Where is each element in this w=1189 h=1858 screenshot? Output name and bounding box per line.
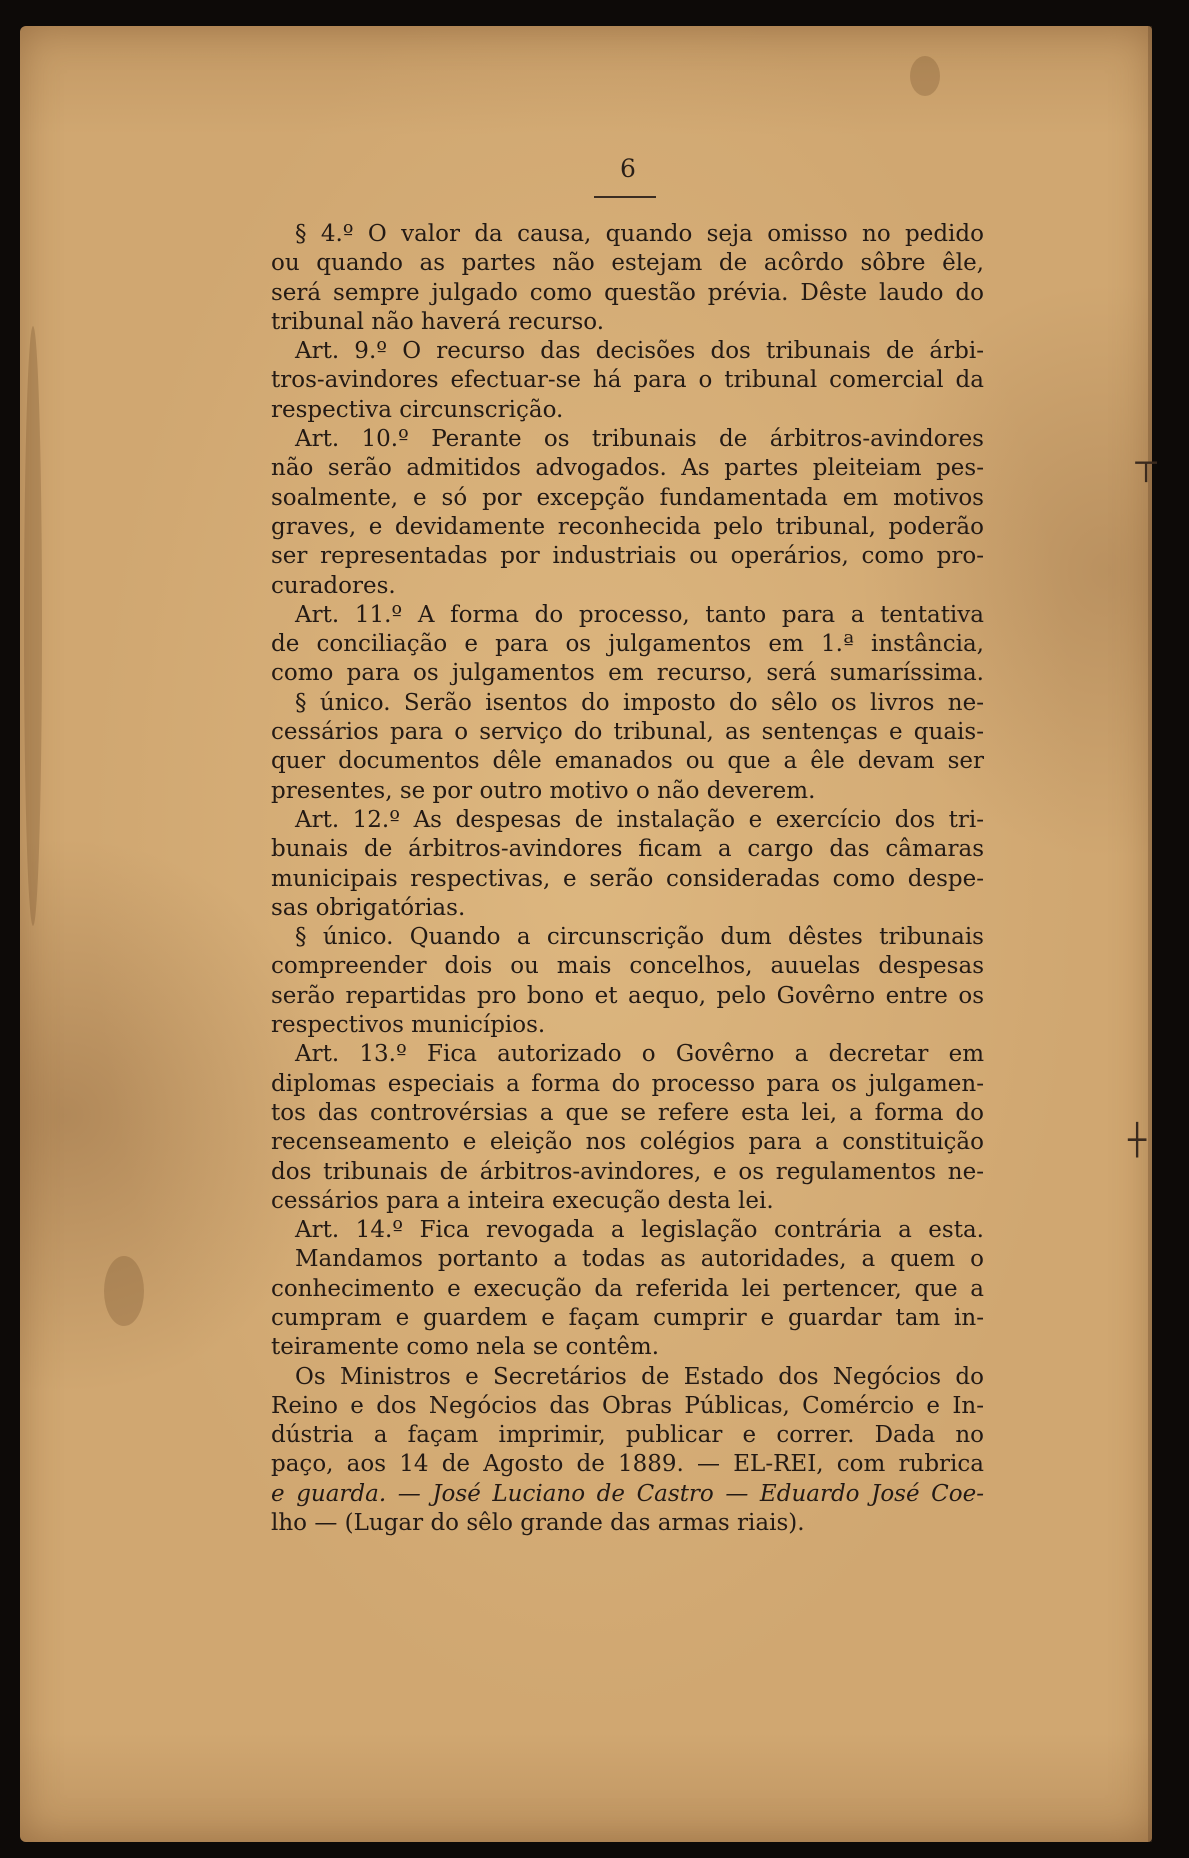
text-line: Art. 11.º A forma do processo, tanto para a tentativa (295, 601, 984, 628)
text-line: como para os julgamentos em recurso, será sumaríssima. (271, 660, 984, 687)
page-number: 6 (620, 154, 636, 183)
text-line: conhecimento e execução da referida lei pertencer, que a (271, 1275, 984, 1302)
stain-edge (24, 326, 42, 926)
margin-mark-lower: ┼ (1128, 1123, 1147, 1158)
text-line: sas obrigatórias. (271, 894, 466, 921)
text-line: presentes, se por outro motivo o não deverem. (271, 777, 816, 804)
page-number-rule (594, 196, 656, 198)
text-line: não serão admitidos advogados. As partes pleiteiam pes- (271, 455, 984, 482)
text-line: Art. 14.º Fica revogada a legislação contrária a esta. (295, 1217, 984, 1244)
text-line: Mandamos portanto a todas as autoridades, a quem o (295, 1246, 984, 1273)
text-line-signatures: e guarda. — José Luciano de Castro — Eduardo José Coe- (271, 1480, 984, 1507)
text-line: ser representadas por industriais ou operários, como pro- (271, 543, 984, 570)
text-line: lho — (Lugar do sêlo grande das armas riais). (271, 1510, 805, 1537)
text-line: respectiva circunscrição. (271, 396, 564, 423)
text-line: soalmente, e só por excepção fundamentada em motivos (271, 484, 984, 511)
text-line: cessários para a inteira execução desta lei. (271, 1187, 774, 1214)
text-line: compreender dois ou mais concelhos, auuelas despesas (271, 953, 984, 980)
text-line: quer documentos dêle emanados ou que a êle devam ser (271, 748, 984, 775)
text-line: Art. 9.º O recurso das decisões dos tribunais de árbi- (295, 338, 984, 365)
text-line: Art. 10.º Perante os tribunais de árbitros-avindores (295, 426, 984, 453)
text-line: recenseamento e eleição nos colégios para a constituição (271, 1129, 984, 1156)
text-line: de conciliação e para os julgamentos em 1.ª instância, (271, 631, 984, 658)
page-fold (1148, 26, 1152, 1842)
text-line: paço, aos 14 de Agosto de 1889. — EL-REI, com rubrica (271, 1451, 984, 1478)
text-line: dos tribunais de árbitros-avindores, e os regulamentos ne- (271, 1158, 984, 1185)
text-line: Os Ministros e Secretários de Estado dos Negócios do (295, 1363, 984, 1390)
text-line: § único. Serão isentos do imposto do sêlo os livros ne- (295, 689, 984, 716)
text-line: respectivos municípios. (271, 1012, 546, 1039)
text-line: dústria a façam imprimir, publicar e correr. Dada no (271, 1422, 984, 1449)
text-line: teiramente como nela se contêm. (271, 1334, 660, 1361)
body-text (271, 220, 984, 1538)
text-line: bunais de árbitros-avindores ficam a cargo das câmaras (271, 836, 984, 863)
text-line: tos das controvérsias a que se refere esta lei, a forma do (271, 1099, 984, 1126)
text-line: cumpram e guardem e façam cumprir e guardar tam in- (271, 1304, 984, 1331)
text-line: cessários para o serviço do tribunal, as sentenças e quais- (271, 719, 984, 746)
text-line: será sempre julgado como questão prévia. Dêste laudo do (271, 279, 984, 306)
text-line: Art. 13.º Fica autorizado o Govêrno a decretar em (295, 1041, 984, 1068)
stain-top (910, 56, 940, 96)
text-line: Reino e dos Negócios das Obras Públicas, Comércio e In- (271, 1392, 984, 1419)
text-line: tros-avindores efectuar-se há para o tribunal comercial da (271, 367, 984, 394)
text-line: § único. Quando a circunscrição dum dêstes tribunais (295, 924, 984, 951)
text-line: tribunal não haverá recurso. (271, 308, 605, 335)
text-line: graves, e devidamente reconhecida pelo tribunal, poderão (271, 513, 984, 540)
text-line: ou quando as partes não estejam de acôrdo sôbre êle, (271, 250, 984, 277)
text-line: diplomas especiais a forma do processo para os julgamen- (271, 1070, 984, 1097)
text-line: Art. 12.º As despesas de instalação e exercício dos tri- (295, 806, 984, 833)
stain-left (104, 1256, 144, 1326)
text-line: serão repartidas pro bono et aequo, pelo Govêrno entre os (271, 982, 984, 1009)
margin-mark-upper: ⊤ (1132, 455, 1161, 490)
text-line: § 4.º O valor da causa, quando seja omisso no pedido (295, 221, 984, 247)
text-line: municipais respectivas, e serão consideradas como despe- (271, 865, 984, 892)
text-line: curadores. (271, 572, 396, 599)
